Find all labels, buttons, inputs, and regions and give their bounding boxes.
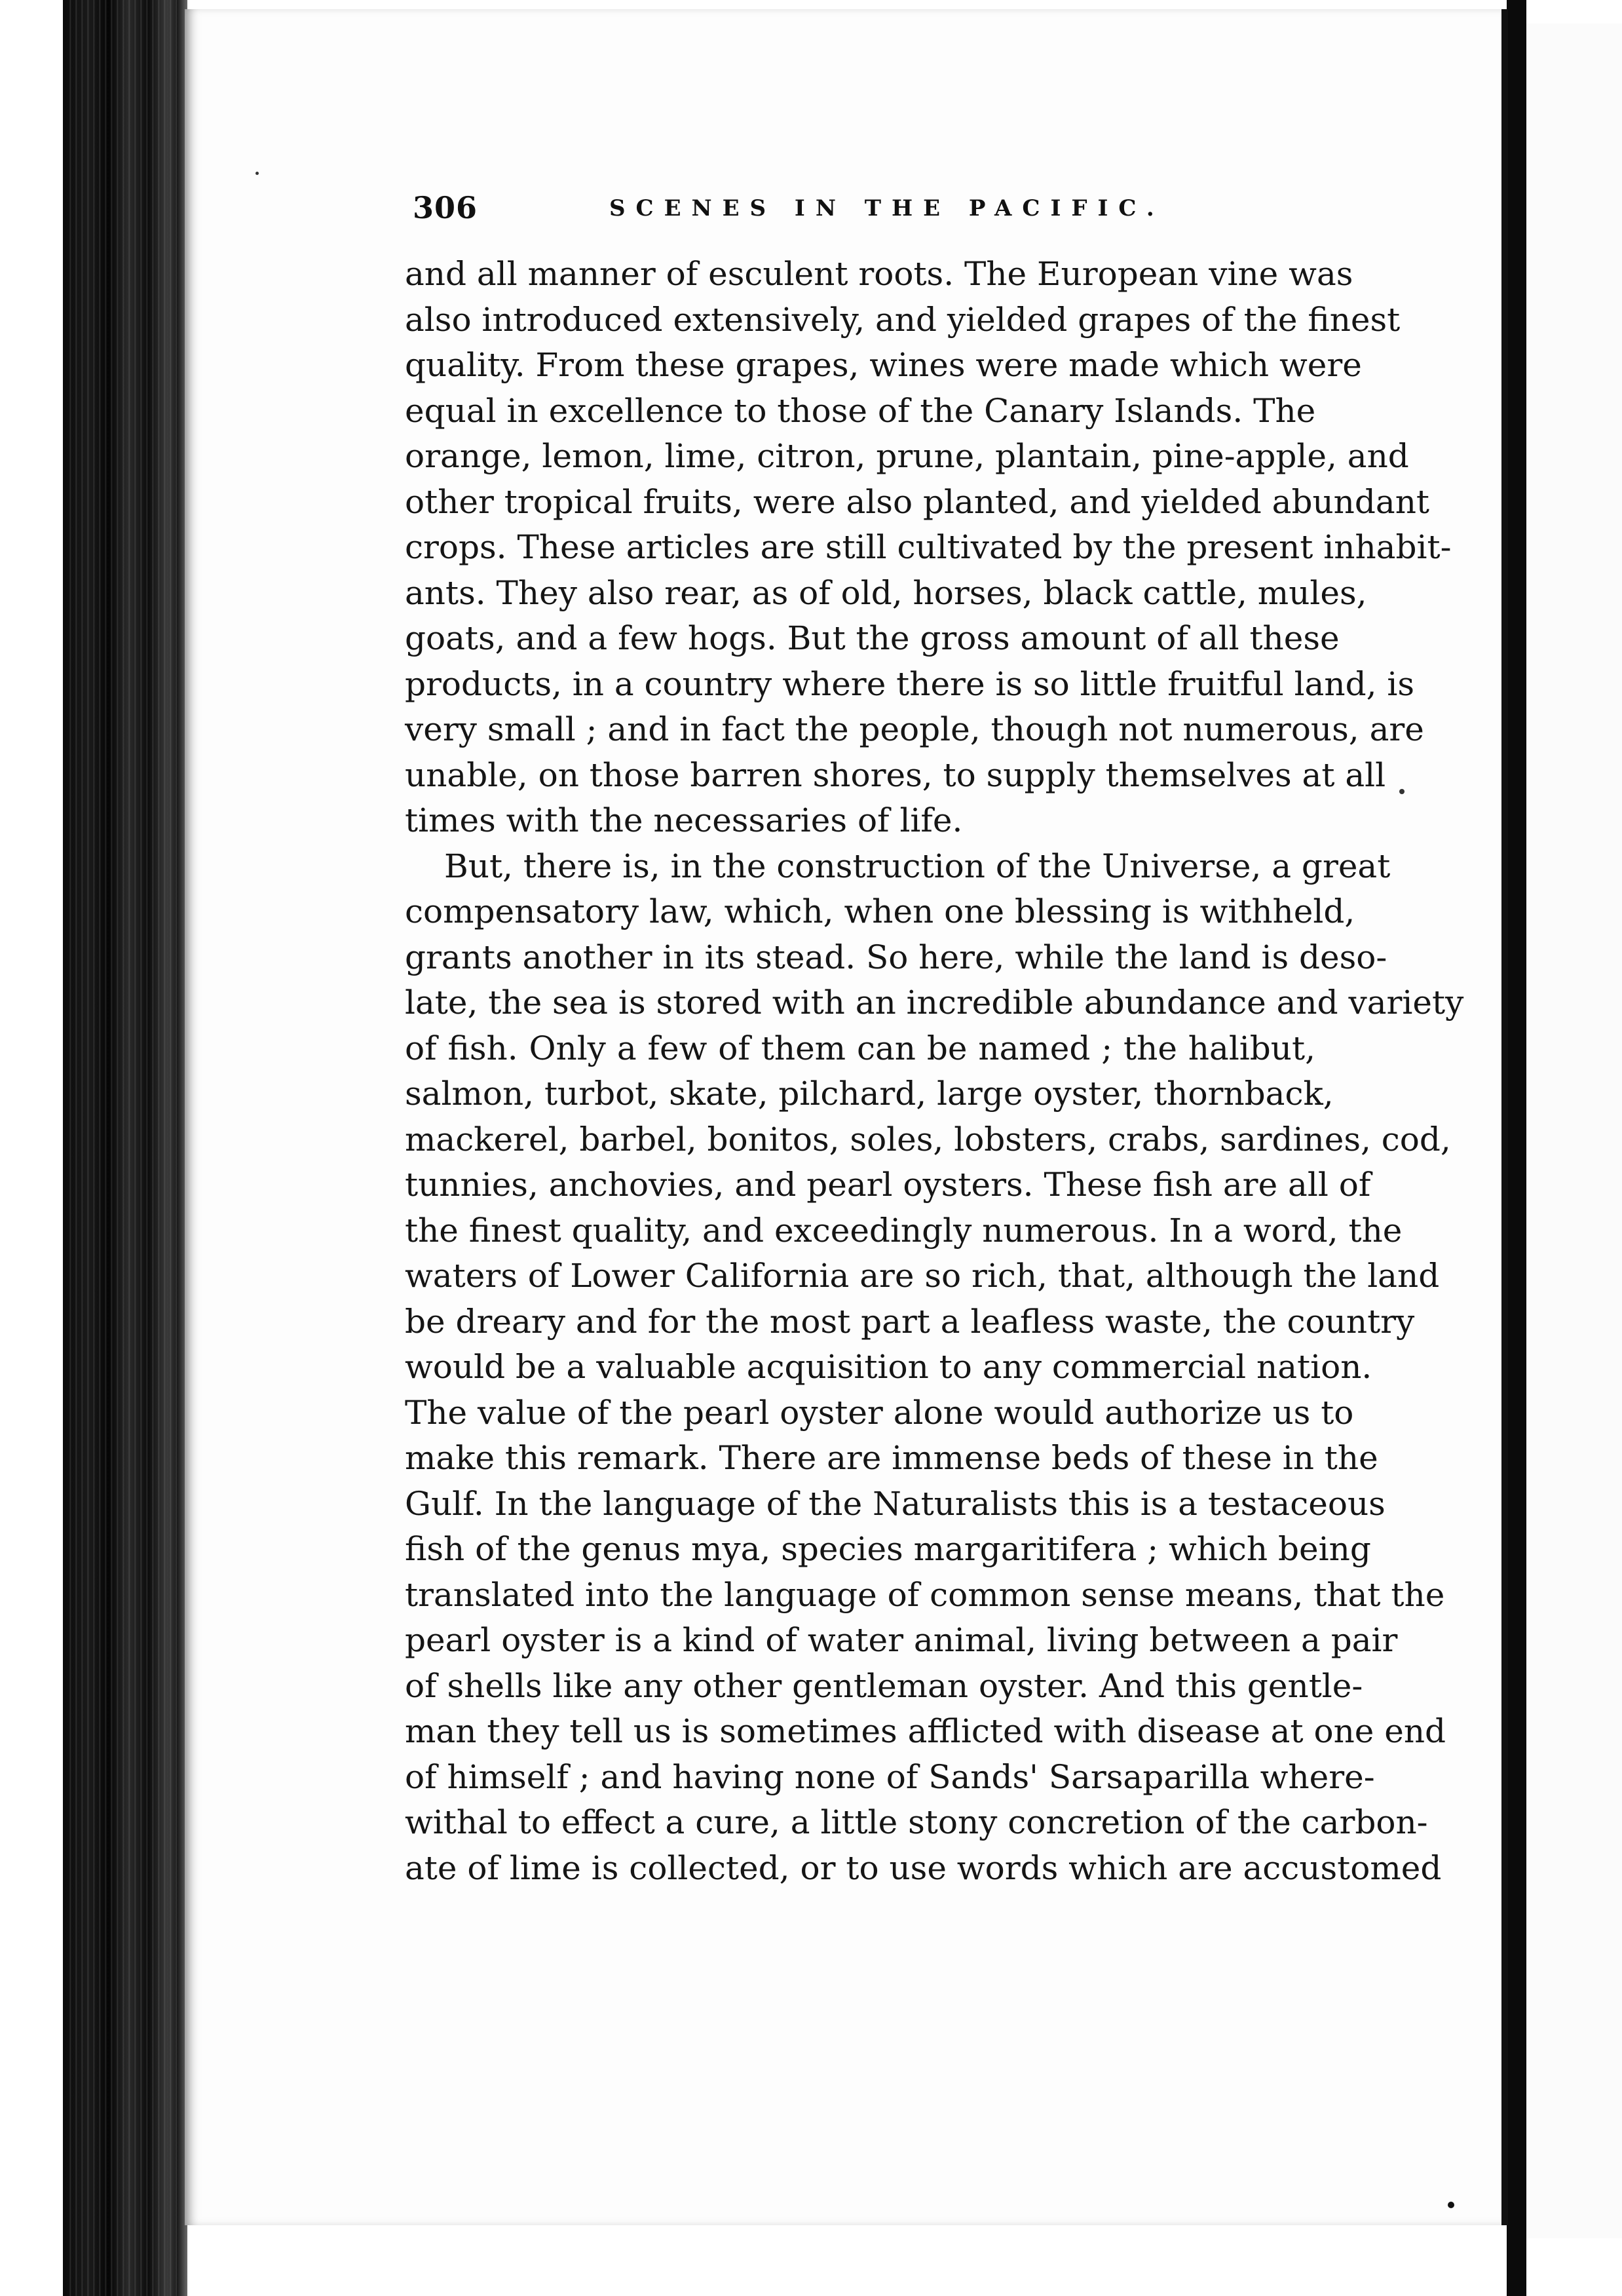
text-line: withal to effect a cure, a little stony concretion of the carbon- [405,1803,1428,1841]
ink-speck [1399,789,1405,794]
paragraph [405,844,1464,1892]
ink-speck [1448,2202,1454,2208]
text-line: the finest quality, and exceedingly numerous. In a word, the [405,1211,1403,1250]
text-line: of fish. Only a few of them can be named ; the halibut, [405,1029,1315,1067]
text-line: salmon, turbot, skate, pilchard, large oyster, thornback, [405,1075,1334,1113]
text-line: Gulf. In the language of the Naturalists this is a testaceous [405,1484,1386,1523]
text-line: ants. They also rear, as of old, horses, black cattle, mules, [405,573,1367,612]
gutter-shadow [1507,0,1526,2296]
text-line: be dreary and for the most part a leafless waste, the country [405,1302,1415,1341]
text-line: waters of Lower California are so rich, that, although the land [405,1257,1440,1295]
text-line: make this remark. There are immense beds of these in the [405,1439,1378,1477]
page-number: 306 [413,190,478,225]
text-line: quality. From these grapes, wines were made which were [405,346,1362,384]
text-line: orange, lemon, lime, citron, prune, plantain, pine-apple, and [405,437,1409,475]
text-line: fish of the genus mya, species margaritifera ; which being [405,1530,1371,1568]
text-line: also introduced extensively, and yielded grapes of the finest [405,300,1401,339]
ink-speck [255,172,259,175]
text-line: would be a valuable acquisition to any commercial nation. [405,1348,1372,1386]
page-edges [66,0,177,2296]
facing-page-edge [1526,24,1622,2238]
text-line: and all manner of esculent roots. The European vine was [405,255,1353,293]
text-line: The value of the pearl oyster alone would authorize us to [405,1393,1354,1432]
text-line: But, there is, in the construction of the Universe, a great [444,847,1391,885]
text-line: tunnies, anchovies, and pearl oysters. These fish are all of [405,1166,1371,1204]
text-line: other tropical fruits, were also planted, and yielded abundant [405,482,1429,521]
text-line: ate of lime is collected, or to use words which are accustomed [405,1848,1442,1887]
running-title: SCENES IN THE PACIFIC. [609,195,1165,221]
text-line: unable, on those barren shores, to supply themselves at all [405,756,1386,794]
text-line: translated into the language of common sense means, that the [405,1575,1445,1614]
text-line: crops. These articles are still cultivated by the present inhabit- [405,528,1452,566]
text-line: man they tell us is sometimes afflicted with disease at one end [405,1712,1446,1750]
text-line: mackerel, barbel, bonitos, soles, lobsters, crabs, sardines, cod, [405,1120,1451,1158]
text-line: products, in a country where there is so little fruitful land, is [405,664,1415,703]
page-header [413,187,1330,233]
text-line: times with the necessaries of life. [405,801,963,839]
text-line: goats, and a few hogs. But the gross amount of all these [405,619,1340,657]
text-line: pearl oyster is a kind of water animal, living between a pair [405,1621,1398,1659]
paragraph [405,252,1452,844]
text-line: of himself ; and having none of Sands' Sarsaparilla where- [405,1757,1375,1796]
text-line: equal in excellence to those of the Canary Islands. The [405,391,1316,430]
text-line: late, the sea is stored with an incredible abundance and variety [405,984,1464,1022]
text-line: compensatory law, which, when one blessing is withheld, [405,892,1355,930]
text-line: very small ; and in fact the people, though not numerous, are [405,710,1424,748]
text-line: of shells like any other gentleman oyster. And this gentle- [405,1666,1363,1705]
body-text [405,252,1464,1891]
text-line: grants another in its stead. So here, while the land is deso- [405,938,1387,976]
